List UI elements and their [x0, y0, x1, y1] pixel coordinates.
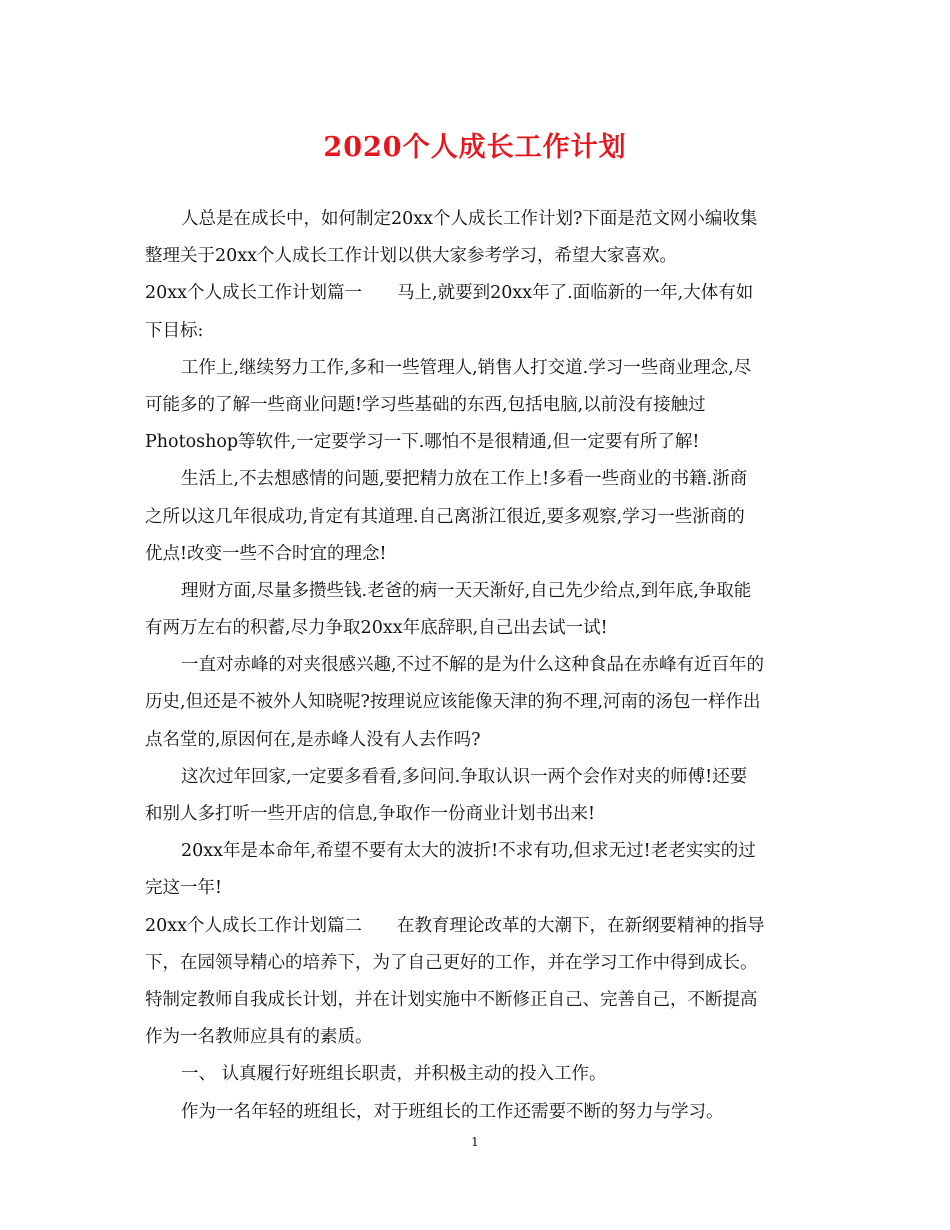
text-line: 作为一名年轻的班组长，对于班组长的工作还需要不断的努力与学习。: [181, 1101, 724, 1122]
text-line: 可能多的了解一些商业问题!学习些基础的东西,包括电脑,以前没有接触过: [145, 394, 706, 415]
text-line: 这次过年回家,一定要多看看,多问问.争取认识一两个会作对夹的师傅!还要: [181, 766, 748, 787]
text-line: Photoshop等软件,一定要学习一下.哪怕不是很精通,但一定要有所了解!: [145, 432, 700, 453]
document-title: 2020个人成长工作计划: [323, 132, 627, 163]
text-line: 有两万左右的积蓄,尽力争取20xx年底辞职,自己出去试一试!: [145, 618, 608, 639]
text-line: 下目标:: [145, 320, 204, 341]
text-line: 生活上,不去想感情的问题,要把精力放在工作上!多看一些商业的书籍.浙商: [181, 469, 748, 490]
text-line: 点名堂的,原因何在,是赤峰人没有人去作吗?: [145, 729, 481, 750]
text-line: 优点!改变一些不合时宜的理念!: [145, 543, 387, 564]
text-line: 完这一年!: [145, 878, 223, 899]
text-line: 和别人多打听一些开店的信息,争取作一份商业计划书出来!: [145, 804, 596, 824]
text-line: 一直对赤峰的对夹很感兴趣,不过不解的是为什么这种食品在赤峰有近百年的: [181, 655, 765, 676]
text-line: 20xx个人成长工作计划篇二 在教育理论改革的大潮下，在新纲要精神的指导: [145, 915, 765, 936]
text-line: 人总是在成长中，如何制定20xx个人成长工作计划?下面是范文网小编收集: [181, 209, 758, 229]
text-line: 历史,但还是不被外人知晓呢?按理说应该能像天津的狗不理,河南的汤包一样作出: [145, 692, 761, 713]
text-line: 一、 认真履行好班组长职责，并积极主动的投入工作。: [181, 1064, 607, 1085]
text-line: 特制定教师自我成长计划，并在计划实施中不断修正自己、完善自己，不断提高: [145, 989, 758, 1010]
text-line: 整理关于20xx个人成长工作计划以供大家参考学习，希望大家喜欢。: [145, 246, 678, 267]
page-number: 1: [471, 1135, 479, 1149]
text-line: 下，在园领导精心的培养下，为了自己更好的工作，并在学习工作中得到成长。: [145, 952, 758, 973]
text-line: 工作上,继续努力工作,多和一些管理人,销售人打交道.学习一些商业理念,尽: [181, 357, 752, 378]
document-body: [145, 201, 805, 1131]
text-line: 之所以这几年很成功,肯定有其道理.自己离浙江很近,要多观察,学习一些浙商的: [145, 506, 745, 527]
text-line: 20xx年是本命年,希望不要有太大的波折!不求有功,但求无过!老老实实的过: [181, 841, 756, 862]
text-line: 20xx个人成长工作计划篇一 马上,就要到20xx年了.面临新的一年,大体有如: [145, 283, 754, 304]
text-line: 理财方面,尽量多攒些钱.老爸的病一天天渐好,自己先少给点,到年底,争取能: [181, 580, 752, 601]
text-line: 作为一名教师应具有的素质。: [145, 1027, 373, 1048]
